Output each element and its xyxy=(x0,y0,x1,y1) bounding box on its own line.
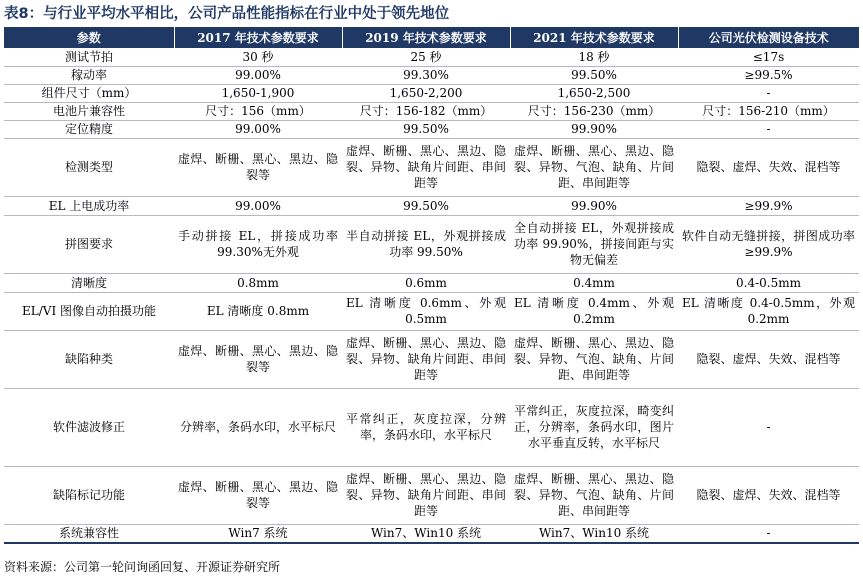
value-company: - xyxy=(678,120,859,138)
value-company: 软件自动无缝拼接，拼图成功率≥99.9% xyxy=(678,215,859,273)
value-2017: EL 清晰度 0.8mm xyxy=(174,292,342,330)
param-cell: 稼动率 xyxy=(4,66,174,84)
header-2017: 2017 年技术参数要求 xyxy=(174,27,342,48)
param-cell: 系统兼容性 xyxy=(4,524,174,543)
value-2021: 0.4mm xyxy=(510,273,678,292)
value-2019: EL 清晰度 0.6mm、外观 0.5mm xyxy=(342,292,510,330)
value-2021: 尺寸：156-230（mm） xyxy=(510,102,678,120)
param-cell: 清晰度 xyxy=(4,273,174,292)
table-row xyxy=(4,215,859,273)
value-company: ≤17s xyxy=(678,48,859,66)
value-2017: Win7 系统 xyxy=(174,524,342,543)
comparison-table xyxy=(4,27,859,544)
table-row xyxy=(4,102,859,120)
table-title: 表8：与行业平均水平相比，公司产品性能指标在行业中处于领先地位 xyxy=(4,6,450,22)
value-2017: 0.8mm xyxy=(174,273,342,292)
header-2019: 2019 年技术参数要求 xyxy=(342,27,510,48)
value-2017: 手动拼接 EL，拼接成功率 99.30%无外观 xyxy=(174,215,342,273)
table-row xyxy=(4,120,859,138)
value-2019: 虚焊、断栅、黑心、黑边、隐裂、异物、缺角片间距、串间距等 xyxy=(342,138,510,196)
table-row xyxy=(4,196,859,215)
table-row xyxy=(4,330,859,388)
param-cell: 检测类型 xyxy=(4,138,174,196)
value-2021: 18 秒 xyxy=(510,48,678,66)
value-2019: 平常纠正，灰度拉深，分辨率，条码水印，水平标尺 xyxy=(342,388,510,466)
value-2019: Win7、Win10 系统 xyxy=(342,524,510,543)
value-company: 隐裂、虚焊、失效、混档等 xyxy=(678,466,859,524)
header-row xyxy=(4,27,859,48)
value-2019: 99.50% xyxy=(342,196,510,215)
param-cell: 缺陷种类 xyxy=(4,330,174,388)
value-2017: 99.00% xyxy=(174,120,342,138)
table-row xyxy=(4,292,859,330)
table-row xyxy=(4,138,859,196)
value-2019: 99.30% xyxy=(342,66,510,84)
value-company: 0.4-0.5mm xyxy=(678,273,859,292)
value-2019: 1,650-2,200 xyxy=(342,84,510,102)
param-cell: 拼图要求 xyxy=(4,215,174,273)
value-company: - xyxy=(678,84,859,102)
value-2019: 0.6mm xyxy=(342,273,510,292)
param-cell: 电池片兼容性 xyxy=(4,102,174,120)
header-param: 参数 xyxy=(4,27,174,48)
value-company: - xyxy=(678,388,859,466)
table-row xyxy=(4,273,859,292)
value-company: EL 清晰度 0.4-0.5mm，外观 0.2mm xyxy=(678,292,859,330)
value-2017: 1,650-1,900 xyxy=(174,84,342,102)
value-2021: 平常纠正，灰度拉深，畸变纠正，分辨率，条码水印，图片水平垂直反转，水平标尺 xyxy=(510,388,678,466)
value-2019: 虚焊、断栅、黑心、黑边、隐裂、异物、缺角片间距、串间距等 xyxy=(342,330,510,388)
value-2021: 虚焊、断栅、黑心、黑边、隐裂、异物、气泡、缺角、片间距、串间距等 xyxy=(510,138,678,196)
value-2021: 虚焊、断栅、黑心、黑边、隐裂、异物、气泡、缺角、片间距、串间距等 xyxy=(510,466,678,524)
value-2017: 30 秒 xyxy=(174,48,342,66)
value-2017: 虚焊、断栅、黑心、黑边、隐裂等 xyxy=(174,138,342,196)
table-row xyxy=(4,48,859,66)
param-cell: 软件滤波修正 xyxy=(4,388,174,466)
value-2021: 99.50% xyxy=(510,66,678,84)
param-cell: 定位精度 xyxy=(4,120,174,138)
value-2017: 分辨率，条码水印，水平标尺 xyxy=(174,388,342,466)
table-row xyxy=(4,466,859,524)
param-cell: 组件尺寸（mm） xyxy=(4,84,174,102)
value-2021: 虚焊、断栅、黑心、黑边、隐裂、异物、气泡、缺角、片间距、串间距等 xyxy=(510,330,678,388)
value-2017: 尺寸：156（mm） xyxy=(174,102,342,120)
value-2021: Win7、Win10 系统 xyxy=(510,524,678,543)
param-cell: 测试节拍 xyxy=(4,48,174,66)
table-row xyxy=(4,66,859,84)
value-company: ≥99.9% xyxy=(678,196,859,215)
value-company: - xyxy=(678,524,859,543)
value-company: 尺寸：156-210（mm） xyxy=(678,102,859,120)
value-2019: 虚焊、断栅、黑心、黑边、隐裂、异物、缺角片间距、串间距等 xyxy=(342,466,510,524)
value-company: ≥99.5% xyxy=(678,66,859,84)
value-2021: 99.90% xyxy=(510,196,678,215)
value-2017: 虚焊、断栅、黑心、黑边、隐裂等 xyxy=(174,330,342,388)
param-cell: 缺陷标记功能 xyxy=(4,466,174,524)
value-company: 隐裂、虚焊、失效、混档等 xyxy=(678,330,859,388)
value-2019: 25 秒 xyxy=(342,48,510,66)
value-2021: 99.90% xyxy=(510,120,678,138)
param-cell: EL 上电成功率 xyxy=(4,196,174,215)
table-row xyxy=(4,388,859,466)
table-row xyxy=(4,524,859,543)
value-2017: 99.00% xyxy=(174,196,342,215)
table-row xyxy=(4,84,859,102)
param-cell: EL/VI 图像自动拍摄功能 xyxy=(4,292,174,330)
value-company: 隐裂、虚焊、失效、混档等 xyxy=(678,138,859,196)
value-2019: 99.50% xyxy=(342,120,510,138)
source-note: 资料来源：公司第一轮问询函回复、开源证券研究所 xyxy=(4,560,281,574)
value-2017: 虚焊、断栅、黑心、黑边、隐裂等 xyxy=(174,466,342,524)
value-2021: 全自动拼接 EL，外观拼接成功率 99.90%，拼接间距与实物无偏差 xyxy=(510,215,678,273)
header-2021: 2021 年技术参数要求 xyxy=(510,27,678,48)
header-company: 公司光伏检测设备技术 xyxy=(678,27,859,48)
value-2019: 尺寸：156-182（mm） xyxy=(342,102,510,120)
value-2017: 99.00% xyxy=(174,66,342,84)
value-2019: 半自动拼接 EL，外观拼接成功率 99.50% xyxy=(342,215,510,273)
value-2021: 1,650-2,500 xyxy=(510,84,678,102)
value-2021: EL 清晰度 0.4mm、外观 0.2mm xyxy=(510,292,678,330)
